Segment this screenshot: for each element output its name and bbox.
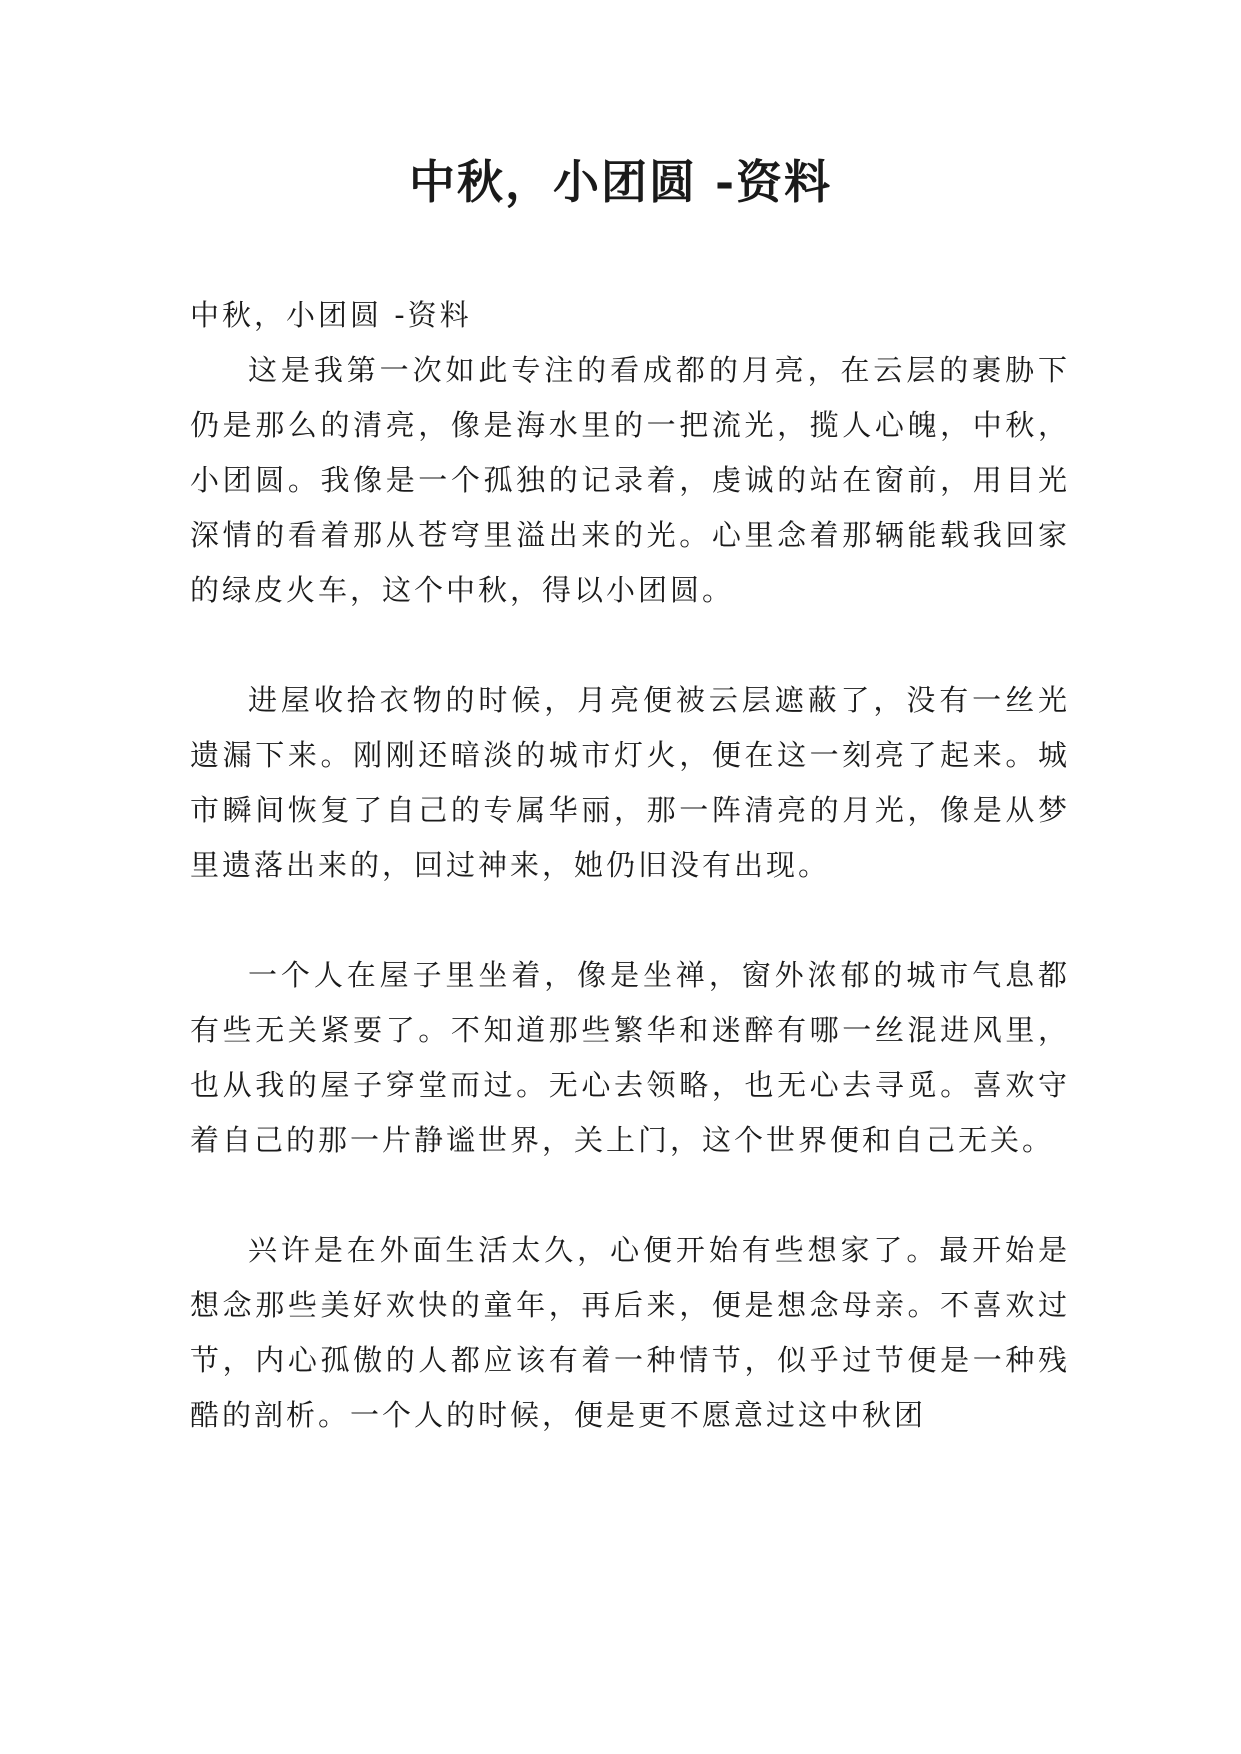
- paragraph-1: 这是我第一次如此专注的看成都的月亮，在云层的裹胁下仍是那么的清亮，像是海水里的一把流光，揽人心魄，中秋，小团圆。我像是一个孤独的记录着，虔诚的站在窗前，用目光深情的看着那从苍穹里溢出来的光。心里念着那辆能载我回家的绿皮火车，这个中秋，得以小团圆。: [190, 353, 1070, 607]
- document-body: [190, 288, 1070, 1443]
- paragraph-3: 一个人在屋子里坐着，像是坐禅，窗外浓郁的城市气息都有些无关紧要了。不知道那些繁华和迷醉有哪一丝混进风里，也从我的屋子穿堂而过。无心去领略，也无心去寻觅。喜欢守着自己的那一片静谧世界，关上门，这个世界便和自己无关。: [190, 958, 1070, 1157]
- document-title: 中秋，小团圆 -资料: [408, 155, 833, 209]
- paragraph-4: 兴许是在外面生活太久，心便开始有些想家了。最开始是想念那些美好欢快的童年，再后来，便是想念母亲。不喜欢过节，内心孤傲的人都应该有着一种情节，似乎过节便是一种残酷的剖析。一个人的时候，便是更不愿意过这中秋团: [190, 1233, 1070, 1432]
- paragraph-2: 进屋收拾衣物的时候，月亮便被云层遮蔽了，没有一丝光遗漏下来。刚刚还暗淡的城市灯火，便在这一刻亮了起来。城市瞬间恢复了自己的专属华丽，那一阵清亮的月光，像是从梦里遗落出来的，回过神来，她仍旧没有出现。: [190, 683, 1070, 882]
- document-subtitle: 中秋，小团圆 -资料: [190, 298, 472, 332]
